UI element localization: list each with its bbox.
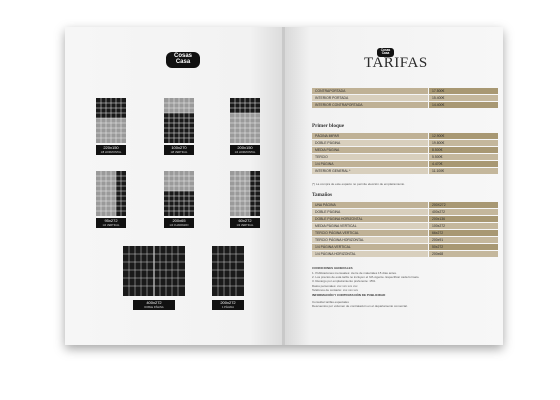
logo-left xyxy=(166,52,200,68)
row-price: 200x68 xyxy=(432,252,444,256)
note-line: 2. Los precios de esta tarifa no incluyen el IVA vigente. Especificar cada formato. xyxy=(312,275,420,279)
module-2-sublabel: 1/8 VERTICAL xyxy=(164,151,194,155)
module-2 xyxy=(164,98,194,143)
module-5 xyxy=(164,171,194,216)
row-price: 50x272 xyxy=(432,245,444,249)
table-row xyxy=(312,230,498,236)
row-price: 66x272 xyxy=(432,231,444,235)
table-row xyxy=(312,147,498,153)
table-row xyxy=(312,95,498,101)
table-row xyxy=(312,209,498,215)
row-price: 12.900€ xyxy=(432,134,445,138)
module-1 xyxy=(96,98,126,143)
note-line: Descuentos por volumen de contratación en el departamento comercial. xyxy=(312,304,408,308)
section-title-tamanos: Tamaños xyxy=(312,192,332,198)
table-row xyxy=(312,237,498,243)
note-line: Datos personales: xxx xxx xxx xxx xyxy=(312,284,358,288)
module-grid xyxy=(230,98,260,143)
block1-table xyxy=(312,133,498,175)
module-grid xyxy=(123,246,185,296)
covers-table xyxy=(312,88,498,109)
row-price: 4.470€ xyxy=(432,162,443,166)
note-line: INFORMACIÓN Y CONTRATACIÓN DE PUBLICIDAD xyxy=(312,293,386,297)
module-8 xyxy=(212,246,244,296)
module-grid xyxy=(212,246,244,296)
module-grid xyxy=(164,171,194,216)
row-price: 11.100€ xyxy=(432,169,445,173)
module-6-label: 60x272 xyxy=(230,218,260,224)
row-price: 200x136 xyxy=(432,217,446,221)
table-row xyxy=(312,216,498,222)
note-line: Teléfonos de contacto: xxx xxx xxx xyxy=(312,288,359,292)
right-page xyxy=(284,27,503,345)
row-price: 200x91 xyxy=(432,238,444,242)
row-price: 100x272 xyxy=(432,224,446,228)
section-title-primer-bloque: Primer bloque xyxy=(312,123,345,129)
row-name: 1/4 PÁGINA HORIZONTAL xyxy=(315,252,356,256)
table-row xyxy=(312,251,498,257)
logo-line1: Cosas xyxy=(380,47,391,52)
table-row xyxy=(312,202,498,208)
gutter xyxy=(282,27,285,345)
module-1-sublabel: 1/8 HORIZONTAL xyxy=(96,151,126,155)
module-grid xyxy=(96,98,126,143)
module-7-label: 400x272 xyxy=(133,300,175,306)
table-row xyxy=(312,102,498,108)
module-3 xyxy=(230,98,260,143)
module-2-label: 100x270 xyxy=(164,145,194,151)
module-1-label: 220x150 xyxy=(96,145,126,151)
row-price: 19.800€ xyxy=(432,141,445,145)
row-price: 200X272 xyxy=(432,203,446,207)
logo-line2: Casa xyxy=(381,50,390,55)
row-name: CONTRAPORTADA xyxy=(315,89,346,93)
module-grid xyxy=(230,171,260,216)
module-8-label: 200x272 xyxy=(212,300,244,306)
page-title: TARIFAS xyxy=(364,55,428,71)
row-name: 1/4 PÁGINA xyxy=(315,162,334,166)
row-name: TERCIO xyxy=(315,155,328,159)
row-price: 17.500€ xyxy=(432,89,445,93)
module-5-sublabel: 1/4 CUADRADO xyxy=(164,224,194,228)
row-name: 1/4 PÁGINA VERTICAL xyxy=(315,245,351,249)
module-3-sublabel: 1/4 HORIZONTAL xyxy=(230,151,260,155)
table-row xyxy=(312,168,498,174)
row-name: INTERIOR GENERAL * xyxy=(315,169,351,173)
table-row xyxy=(312,244,498,250)
note-line: Consultar tarifas especiales xyxy=(312,300,349,304)
row-name: DOBLE PÁGINA xyxy=(315,210,341,214)
note-line: 1. Publicaciones mensuales: cierre de materiales 15 días antes. xyxy=(312,271,397,275)
row-name: MEDIA PÁGINA xyxy=(315,148,340,152)
module-5-label: 200x65 xyxy=(164,218,194,224)
module-7 xyxy=(123,246,185,296)
module-7-sublabel: DOBLE PÁGINA xyxy=(133,306,175,310)
module-6 xyxy=(230,171,260,216)
table-row xyxy=(312,88,498,94)
module-4-sublabel: 1/4 VERTICAL xyxy=(96,224,126,228)
row-name: DOBLE PÁGINA HORIZONTAL xyxy=(315,217,363,221)
row-name: PÁGINA IMPAR xyxy=(315,134,340,138)
module-6-sublabel: 1/3 VERTICAL xyxy=(230,224,260,228)
module-3-label: 200x150 xyxy=(230,145,260,151)
row-price: 15.400€ xyxy=(432,96,445,100)
row-name: DOBLE PÁGINA xyxy=(315,141,341,145)
module-8-sublabel: 1 PÁGINA xyxy=(212,306,244,310)
row-name: INTERIOR CONTRAPORTADA xyxy=(315,103,363,107)
logo-line1: Cosas xyxy=(173,53,192,59)
row-price: 8.500€ xyxy=(432,148,443,152)
logo-line2: Casa xyxy=(175,59,191,65)
magazine-spread xyxy=(65,27,503,345)
module-grid xyxy=(164,98,194,143)
module-4 xyxy=(96,171,126,216)
sizes-table xyxy=(312,202,498,258)
note-line: 3. Recargo por emplazamiento preferente: 15%. xyxy=(312,279,377,283)
row-name: INTERIOR PORTADA xyxy=(315,96,349,100)
note-emplazamiento: (*) La compra de este espacio no permite elección de emplazamiento. xyxy=(312,182,406,186)
module-4-label: 95x272 xyxy=(96,218,126,224)
table-row xyxy=(312,161,498,167)
row-name: MEDIA PÁGINA VERTICAL xyxy=(315,224,357,228)
module-grid xyxy=(96,171,126,216)
row-price: 14.400€ xyxy=(432,103,445,107)
table-row xyxy=(312,133,498,139)
row-name: TERCIO PÁGINA HORIZONTAL xyxy=(315,238,364,242)
row-name: TERCIO PÁGINA VERTICAL xyxy=(315,231,359,235)
table-row xyxy=(312,140,498,146)
row-price: 400x272 xyxy=(432,210,446,214)
table-row xyxy=(312,223,498,229)
note-line: CONDICIONES GENERALES xyxy=(312,266,353,270)
table-row xyxy=(312,154,498,160)
row-price: 5.500€ xyxy=(432,155,443,159)
row-name: UNA PÁGINA xyxy=(315,203,336,207)
